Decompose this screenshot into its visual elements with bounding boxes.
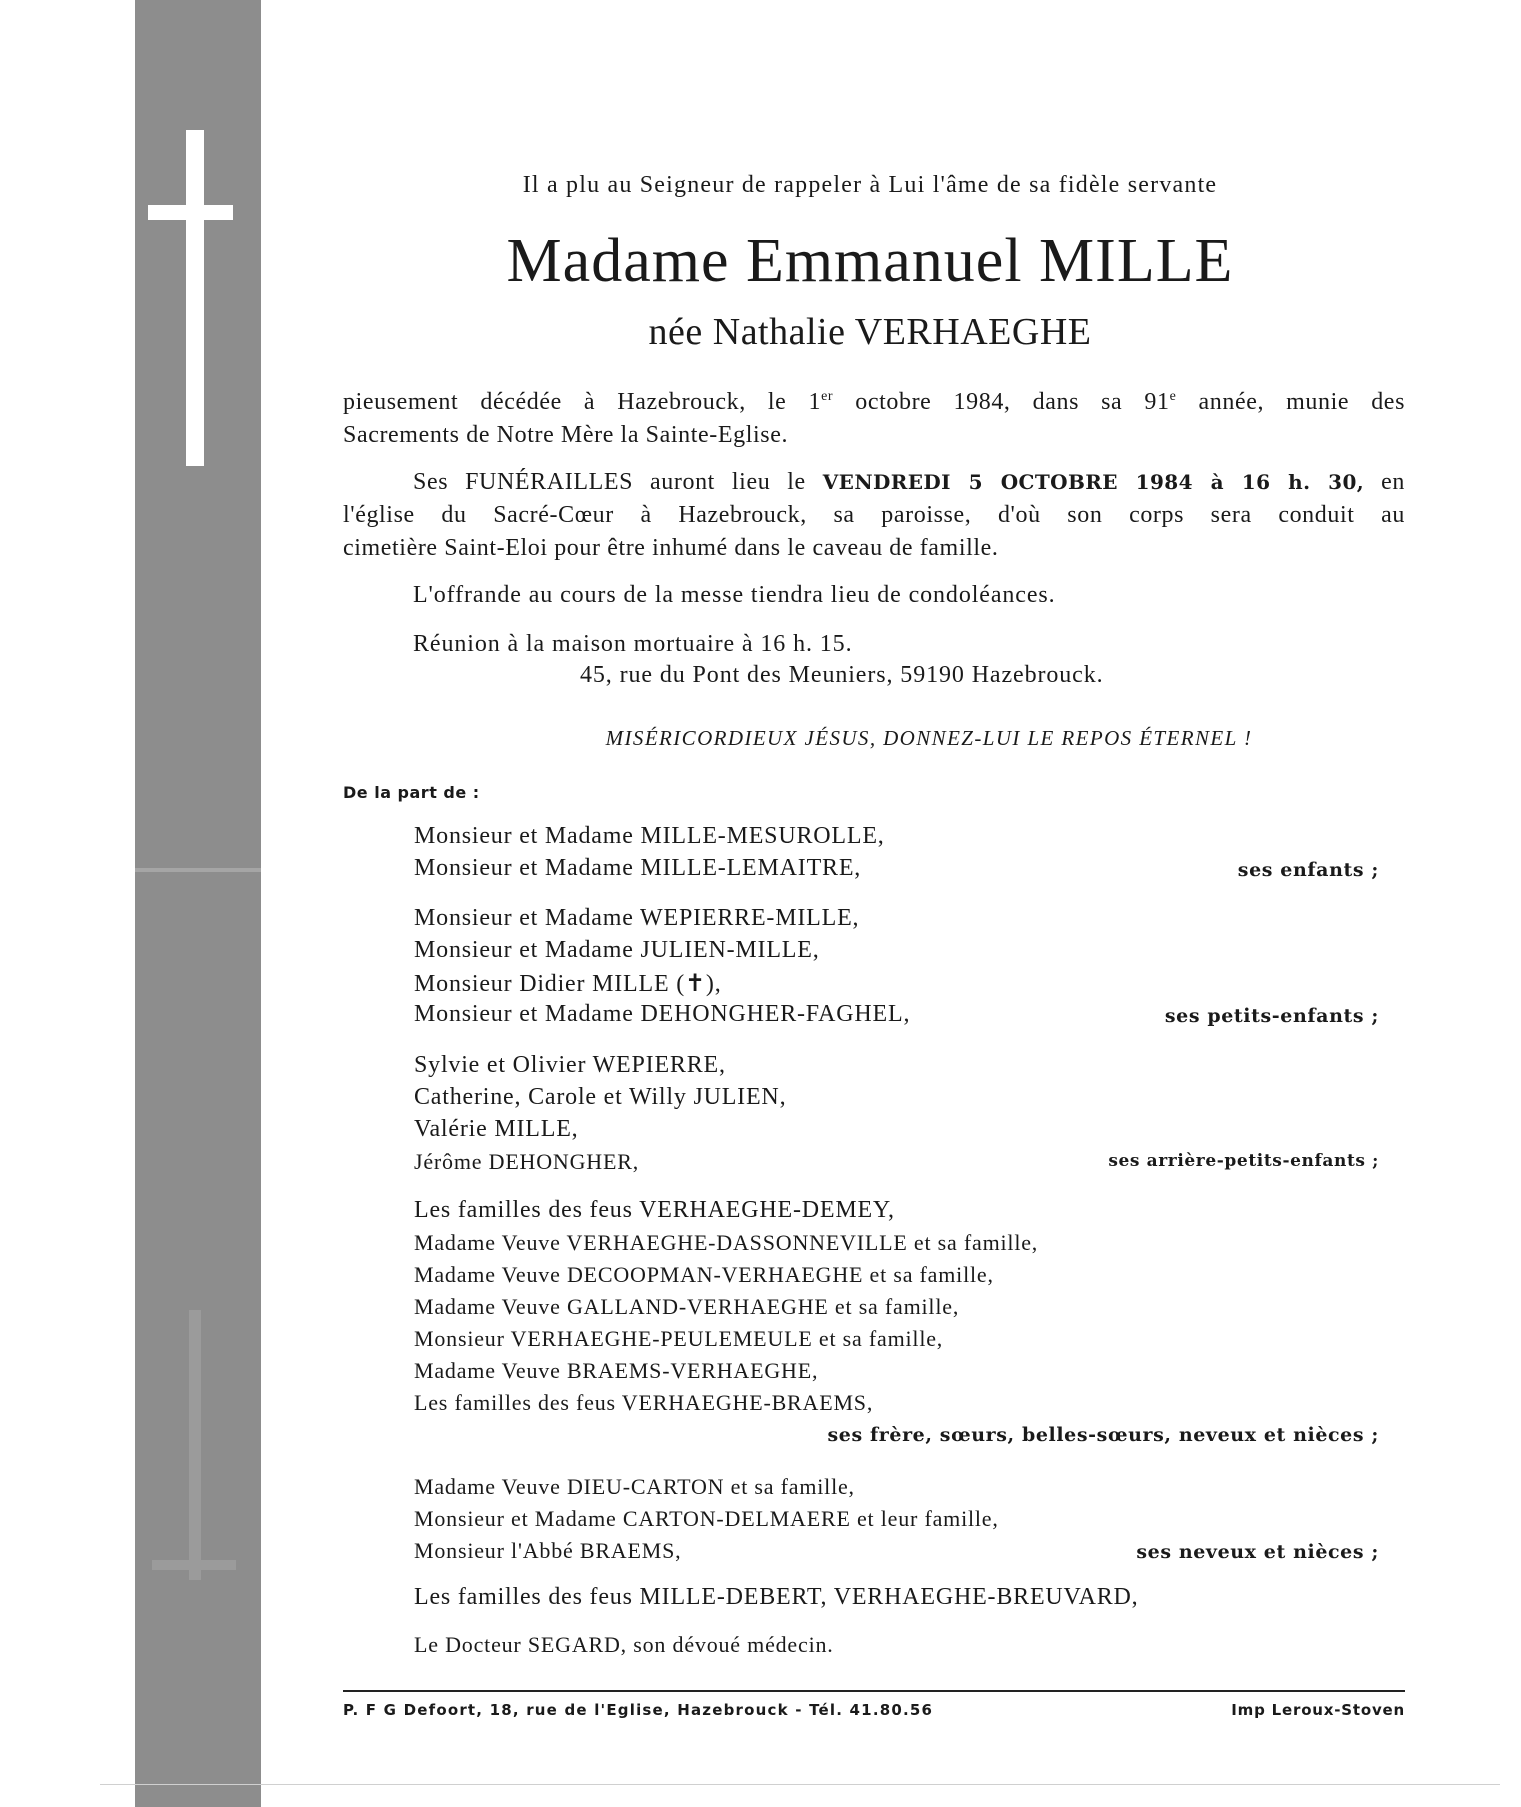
family-line: Valérie MILLE,	[414, 1116, 579, 1142]
death-line-1	[343, 386, 1405, 419]
cross-icon-bar	[148, 205, 233, 220]
family-line: Le Docteur SEGARD, son dévoué médecin.	[414, 1632, 834, 1657]
funeral-line-1	[343, 466, 1405, 499]
relation-label: ses arrière-petits-enfants ;	[1108, 1151, 1379, 1171]
death-text-b: octobre 1984, dans sa 91	[833, 389, 1170, 415]
family-line: Monsieur et Madame MILLE-MESUROLLE,	[414, 823, 885, 849]
relation-label: ses enfants ;	[1237, 859, 1379, 881]
family-line: Les familles des feus VERHAEGHE-BRAEMS,	[414, 1390, 874, 1415]
family-line: Monsieur Didier MILLE (✝),	[414, 971, 722, 997]
prayer-line: MISÉRICORDIEUX JÉSUS, DONNEZ-LUI LE REPOS ÉTERNEL !	[605, 726, 1253, 750]
band-fold	[135, 868, 261, 872]
death-line-2: Sacrements de Notre Mère la Sainte-Eglise.	[343, 422, 789, 448]
funeral-paragraph	[343, 466, 1405, 565]
family-line: Les familles des feus MILLE-DEBERT, VERHAEGHE-BREUVARD,	[414, 1584, 1139, 1610]
offering-line: L'offrande au cours de la messe tiendra lieu de condoléances.	[413, 582, 1056, 608]
ordinal-sup: e	[1169, 389, 1177, 404]
page-edge	[100, 1784, 1500, 1785]
family-line: Monsieur et Madame WEPIERRE-MILLE,	[414, 905, 860, 931]
family-line: Madame Veuve GALLAND-VERHAEGHE et sa famille,	[414, 1294, 960, 1319]
relation-label: ses frère, sœurs, belles-sœurs, neveux et nièces ;	[827, 1424, 1379, 1446]
family-line: Les familles des feus VERHAEGHE-DEMEY,	[414, 1197, 895, 1223]
faint-cross-icon	[189, 1310, 201, 1580]
family-line: Sylvie et Olivier WEPIERRE,	[414, 1052, 726, 1078]
family-line: Madame Veuve DIEU-CARTON et sa famille,	[414, 1474, 855, 1499]
family-line: Madame Veuve BRAEMS-VERHAEGHE,	[414, 1358, 819, 1383]
funeral-line-2: l'église du Sacré-Cœur à Hazebrouck, sa paroisse, d'où son corps sera conduit au	[343, 502, 1405, 528]
faint-cross-icon-bar	[152, 1560, 236, 1570]
ordinal-sup: er	[821, 389, 834, 404]
death-text-a: pieusement décédée à Hazebrouck, le 1	[343, 389, 822, 415]
funeral-director: P. F G Defoort, 18, rue de l'Eglise, Hazebrouck - Tél. 41.80.56	[343, 1701, 934, 1719]
address-line: 45, rue du Pont des Meuniers, 59190 Hazebrouck.	[580, 662, 1104, 688]
family-line: Monsieur et Madame DEHONGHER-FAGHEL,	[414, 1001, 911, 1027]
deceased-name: Madame Emmanuel MILLE	[506, 227, 1234, 295]
family-line: Monsieur et Madame CARTON-DELMAERE et leur famille,	[414, 1506, 999, 1531]
cross-icon	[186, 130, 204, 466]
family-line: Monsieur et Madame JULIEN-MILLE,	[414, 937, 820, 963]
footer-divider	[343, 1690, 1405, 1692]
funeral-date: VENDREDI 5 OCTOBRE 1984 à 16 h. 30,	[822, 470, 1365, 494]
family-line: Catherine, Carole et Willy JULIEN,	[414, 1084, 787, 1110]
maiden-name: née Nathalie VERHAEGHE	[648, 311, 1092, 353]
printer-credit: Imp Leroux-Stoven	[1231, 1701, 1405, 1719]
meeting-line: Réunion à la maison mortuaire à 16 h. 15.	[413, 631, 853, 657]
intro-line: Il a plu au Seigneur de rappeler à Lui l'âme de sa fidèle servante	[522, 172, 1218, 198]
relation-label: ses neveux et nièces ;	[1136, 1541, 1379, 1563]
from-label: De la part de :	[343, 783, 480, 802]
family-line: Jérôme DEHONGHER,	[414, 1149, 640, 1174]
family-line: Madame Veuve VERHAEGHE-DASSONNEVILLE et sa famille,	[414, 1230, 1039, 1255]
death-paragraph	[343, 386, 1405, 452]
relation-label: ses petits-enfants ;	[1164, 1005, 1379, 1027]
funeral-line-3: cimetière Saint-Eloi pour être inhumé dans le caveau de famille.	[343, 535, 999, 561]
funeral-text-c: en	[1364, 469, 1405, 495]
family-line: Monsieur et Madame MILLE-LEMAITRE,	[414, 855, 862, 881]
death-text-c: année, munie des	[1176, 389, 1406, 415]
funeral-text-a: Ses FUNÉRAILLES auront lieu le	[413, 469, 823, 495]
family-line: Monsieur VERHAEGHE-PEULEMEULE et sa famille,	[414, 1326, 944, 1351]
family-line: Madame Veuve DECOOPMAN-VERHAEGHE et sa famille,	[414, 1262, 994, 1287]
family-line: Monsieur l'Abbé BRAEMS,	[414, 1538, 682, 1563]
